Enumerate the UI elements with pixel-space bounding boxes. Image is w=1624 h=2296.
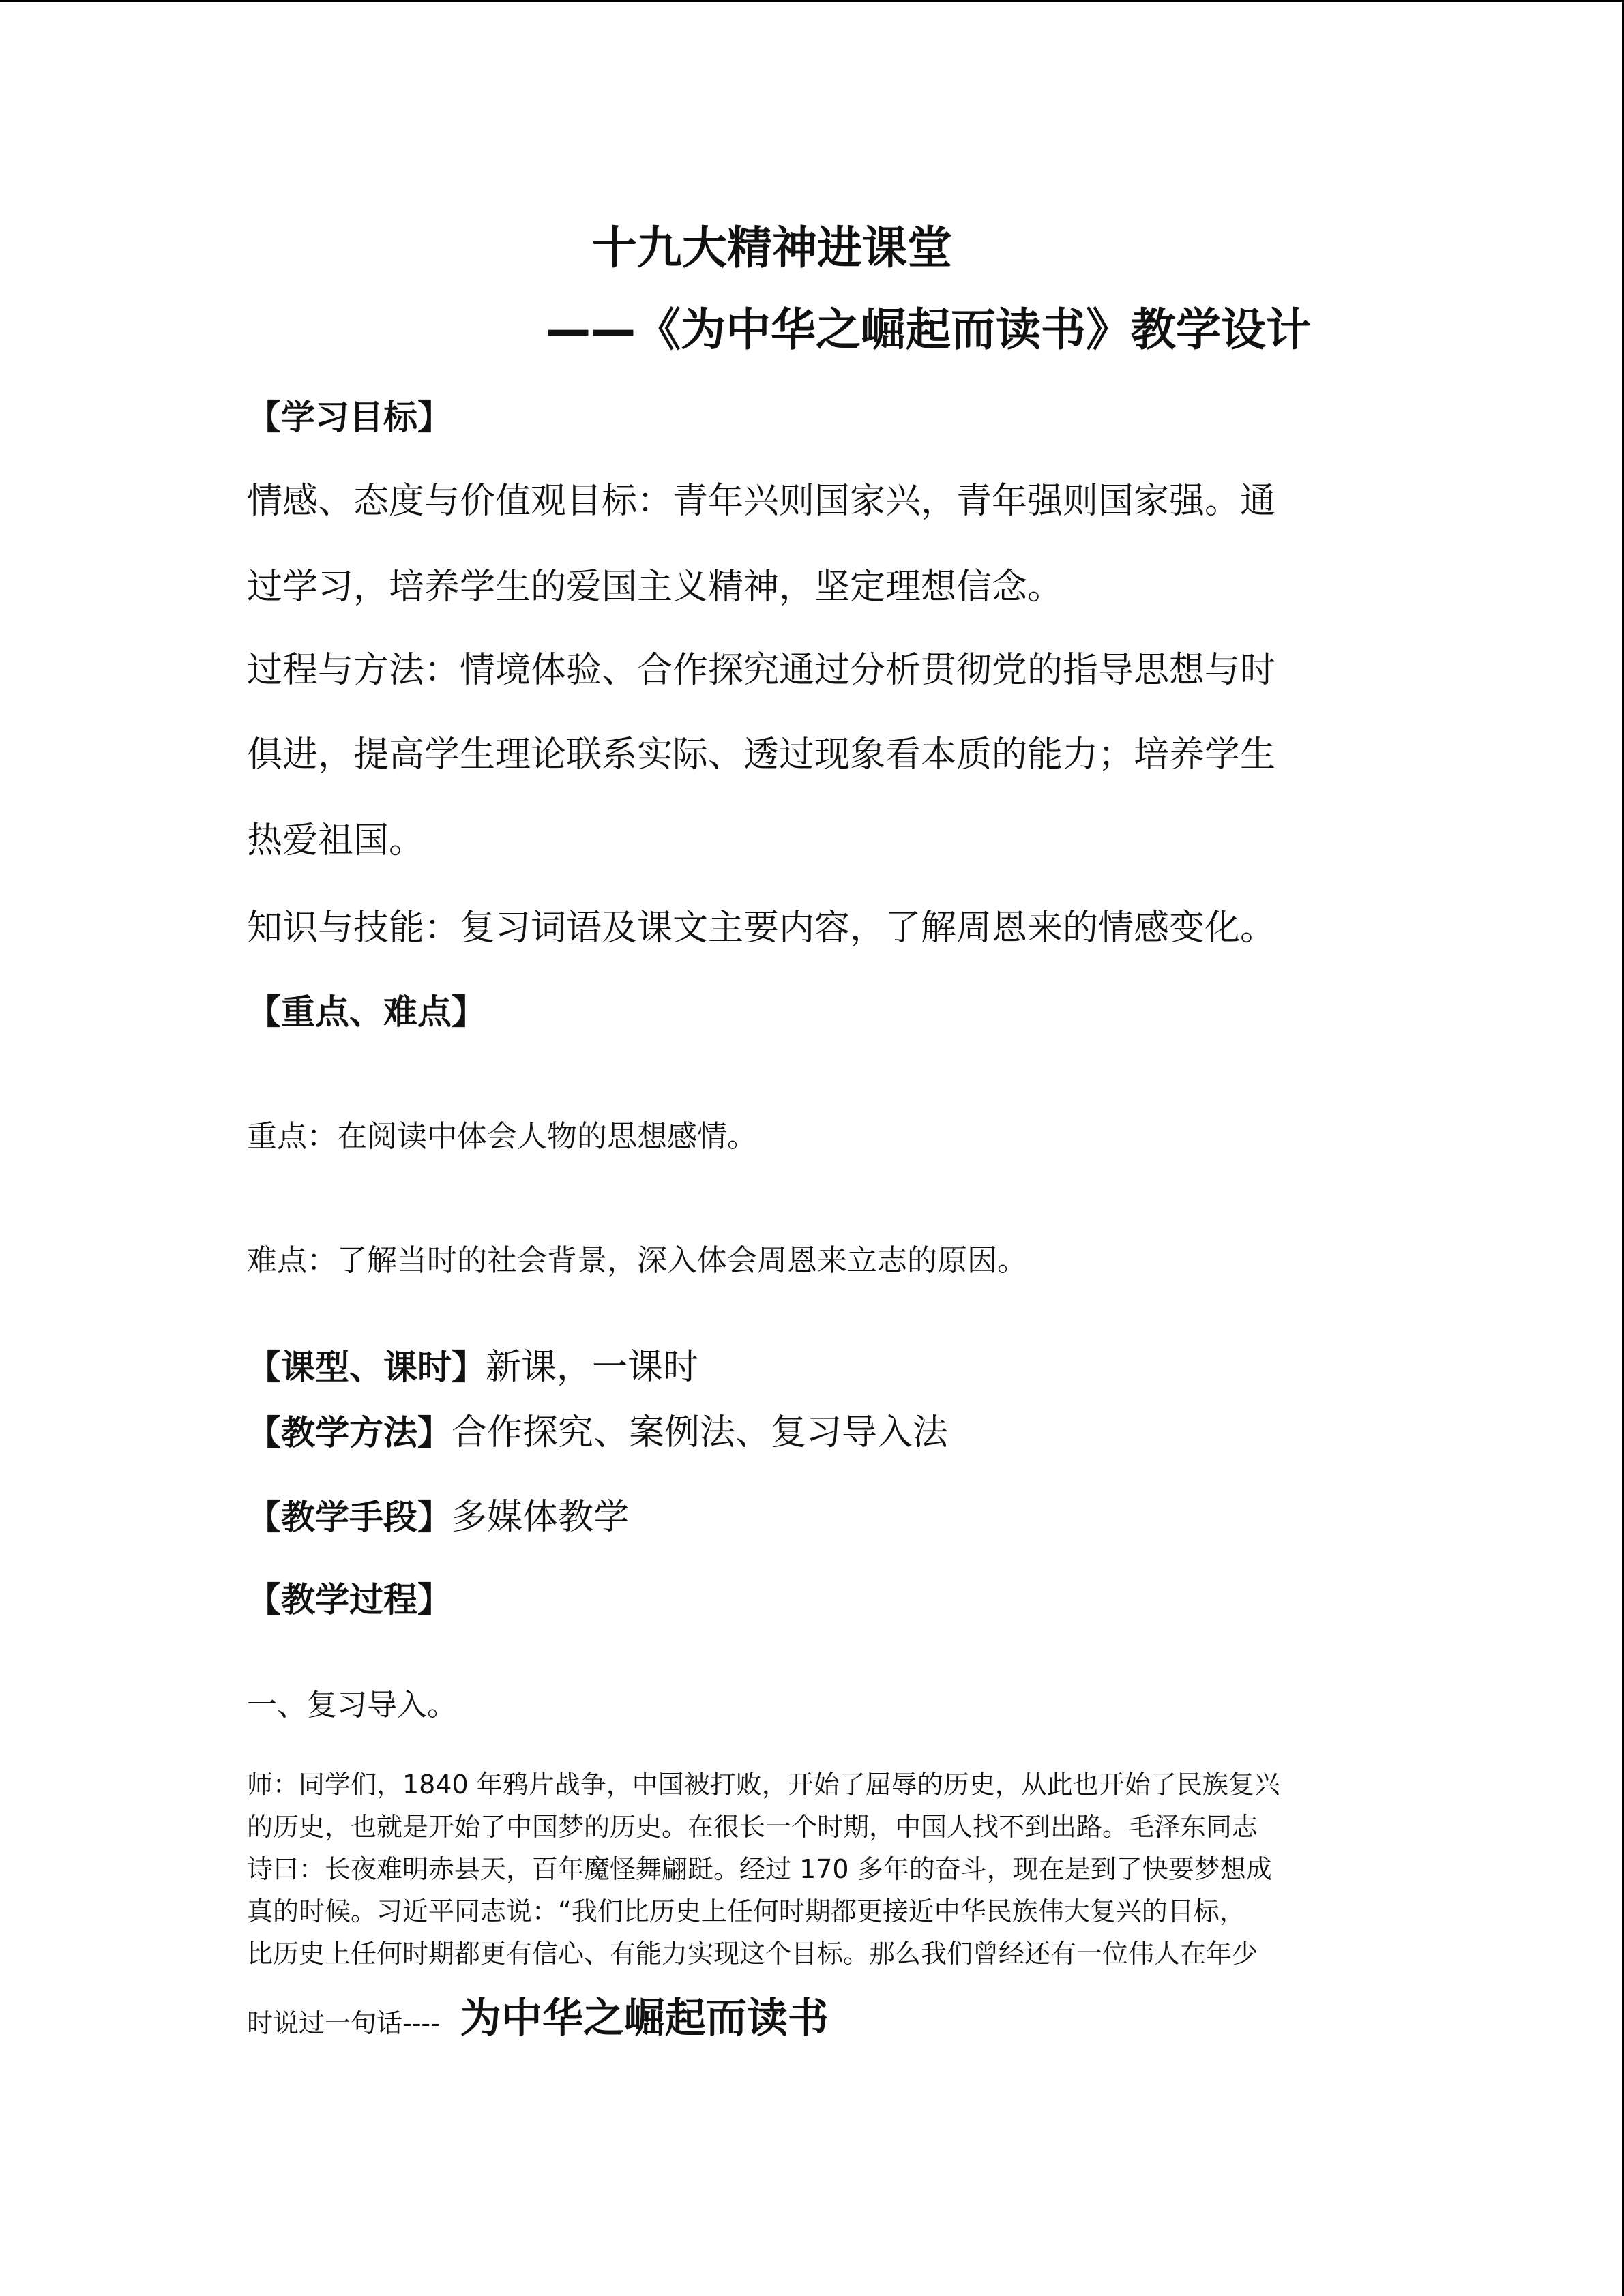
- objective-process-line3: 热爱祖国。: [247, 820, 425, 861]
- key-points-heading: 【重点、难点】: [247, 992, 486, 1032]
- objective-emotion-line2: 过学习，培养学生的爱国主义精神，坚定理想信念。: [247, 567, 1063, 608]
- quote-text: 为中华之崛起而读书: [460, 1995, 829, 2042]
- means-label: 【教学手段】: [247, 1497, 452, 1537]
- page-title: 十九大精神进课堂: [592, 222, 952, 274]
- objective-process-line1: 过程与方法：情境体验、合作探究通过分析贯彻党的指导思想与时: [247, 650, 1276, 691]
- paragraph-line: 的历史，也就是开始了中国梦的历史。在很长一个时期，中国人找不到出路。毛泽东同志: [247, 1812, 1258, 1842]
- paragraph-line: 师：同学们，1840 年鸦片战争，中国被打败，开始了屈辱的历史，从此也开始了民族复兴: [247, 1770, 1280, 1800]
- objective-knowledge: 知识与技能：复习词语及课文主要内容，了解周恩来的情感变化。: [247, 908, 1276, 949]
- paragraph-last-line-text: 时说过一句话----: [247, 2008, 440, 2038]
- process-step-1: 一、复习导入。: [247, 1688, 457, 1723]
- lesson-type-value: 新课，一课时: [486, 1347, 699, 1388]
- lesson-type-row: [247, 1338, 698, 1389]
- objectives-heading: 【学习目标】: [247, 398, 452, 437]
- paragraph-last-line: [247, 1986, 829, 2044]
- objective-process-line2: 俱进，提高学生理论联系实际、透过现象看本质的能力；培养学生: [247, 734, 1276, 775]
- means-row: [247, 1488, 629, 1539]
- means-value: 多媒体教学: [452, 1497, 630, 1538]
- key-point-focus: 重点：在阅读中体会人物的思想感情。: [247, 1119, 757, 1154]
- key-point-difficulty: 难点：了解当时的社会背景，深入体会周恩来立志的原因。: [247, 1243, 1027, 1278]
- lesson-type-label: 【课型、课时】: [247, 1347, 486, 1387]
- methods-value: 合作探究、案例法、复习导入法: [452, 1412, 949, 1453]
- methods-label: 【教学方法】: [247, 1413, 452, 1452]
- paragraph-line: 真的时候。习近平同志说：“我们比历史上任何时期都更接近中华民族伟大复兴的目标，: [247, 1896, 1245, 1926]
- page-subtitle: ——《为中华之崛起而读书》教学设计: [546, 303, 1311, 356]
- paragraph-line: 诗曰：长夜难明赤县天，百年魔怪舞翩跹。经过 170 多年的奋斗，现在是到了快要梦想成: [247, 1854, 1272, 1884]
- process-heading: 【教学过程】: [247, 1580, 452, 1620]
- paragraph-line: 比历史上任何时期都更有信心、有能力实现这个目标。那么我们曾经还有一位伟人在年少: [247, 1939, 1258, 1969]
- objective-emotion-line1: 情感、态度与价值观目标：青年兴则国家兴，青年强则国家强。通: [247, 481, 1276, 522]
- methods-row: [247, 1403, 948, 1455]
